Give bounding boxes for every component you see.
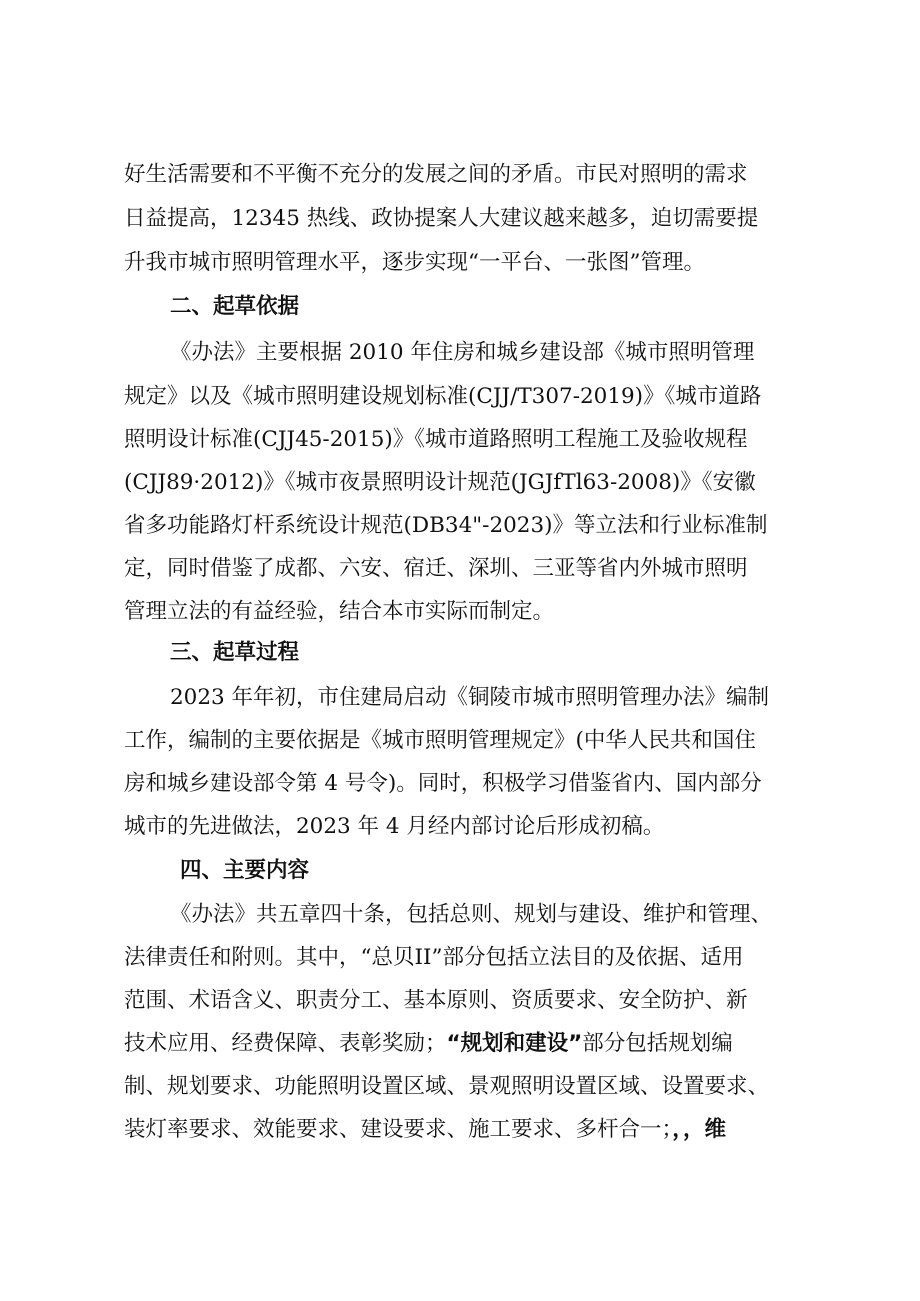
paragraph-2-line-5: 省多功能路灯杆系统设计规范(DB34"-2023)》等立法和行业标准制 [124,513,768,538]
paragraph-2-line-3: 照明设计标准(CJJ45-2015)》《城市道路照明工程施工及验收规程 [124,427,748,452]
emphasis-maintenance: ，，维 [672,1117,727,1142]
paragraph-4-line-5: 制、规划要求、功能照明设置区域、景观照明设置区域、设置要求、 [124,1074,770,1099]
paragraph-4-line-4 [124,1029,814,1059]
paragraph-3-line-4: 城市的先进做法，2023 年 4 月经内部讨论后形成初稿。 [124,814,665,839]
section-heading-3: 三、起草过程 [170,640,300,665]
paragraph-4-line-6 [124,1115,814,1145]
paragraph-1-line-3: 升我市城市照明管理水平，逐步实现“一平台、一张图”管理。 [124,250,705,275]
paragraph-3-line-2: 工作，编制的主要依据是《城市照明管理规定》(中华人民共和国住 [124,728,756,753]
paragraph-1-line-2: 日益提高，12345 热线、政协提案人大建议越来越多，迫切需要提 [124,206,759,231]
paragraph-4-line-4-start: 技术应用、经费保障、表彰奖励； [124,1031,447,1056]
paragraph-1-line-1: 好生活需要和不平衡不充分的发展之间的矛盾。市民对照明的需求 [124,162,748,187]
paragraph-4-line-6-start: 装灯率要求、效能要求、建设要求、施工要求、多杆合一； [124,1117,673,1142]
emphasis-planning-and-construction: “规划和建设” [446,1031,583,1056]
paragraph-4-line-3: 范围、术语含义、职责分工、基本原则、资质要求、安全防护、新 [124,988,748,1013]
paragraph-3-line-1: 2023 年年初，市住建局启动《铜陵市城市照明管理办法》编制 [170,685,770,710]
paragraph-4-line-1: 《办法》共五章四十条，包括总则、规划与建设、维护和管理、 [170,902,773,927]
paragraph-2-line-6: 定，同时借鉴了成都、六安、宿迁、深圳、三亚等省内外城市照明 [124,556,748,581]
paragraph-2-line-4: (CJJ89·2012)》《城市夜景照明设计规范(JGJfTl63-2008)》《安徽 [124,470,756,495]
paragraph-3-line-3: 房和城乡建设部令第 4 号令)。同时，积极学习借鉴省内、国内部分 [124,771,762,796]
section-heading-2: 二、起草依据 [170,294,300,319]
paragraph-4-line-4-end: 部分包括规划编 [582,1031,733,1056]
paragraph-4-line-2: 法律责任和附则。其中，“总贝II”部分包括立法目的及依据、适用 [124,945,744,970]
paragraph-2-line-1: 《办法》主要根据 2010 年住房和城乡建设部《城市照明管理 [170,340,755,365]
section-heading-4: 四、主要内容 [180,858,310,883]
paragraph-2-line-2: 规定》以及《城市照明建设规划标准(CJJ/T307-2019)》《城市道路 [124,384,762,409]
paragraph-2-line-7: 管理立法的有益经验，结合本市实际而制定。 [124,599,555,624]
